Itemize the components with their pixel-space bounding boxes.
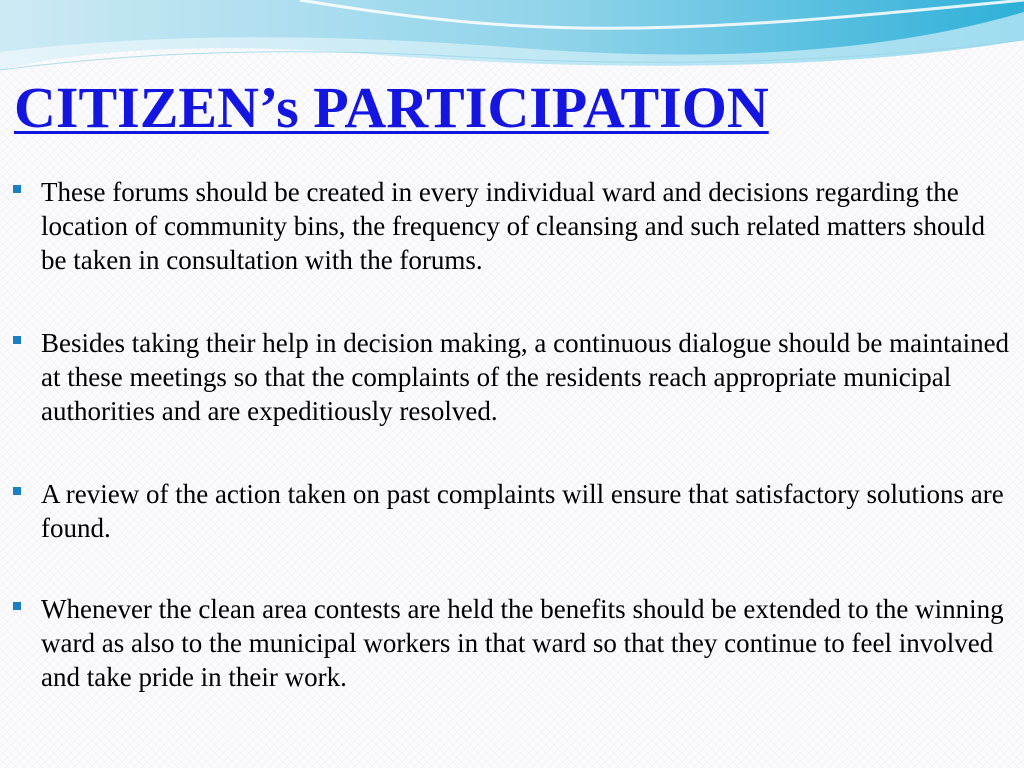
square-bullet-icon — [13, 602, 21, 610]
bullet-text: Whenever the clean area contests are held the benefits should be extended to the winning ward as also to the municipal workers in that ward so that they continue to feel involved and take pride in their work. — [41, 594, 1004, 692]
square-bullet-icon — [13, 487, 21, 495]
square-bullet-icon — [13, 185, 21, 193]
bullet-text: These forums should be created in every individual ward and decisions regarding the location of community bins, the frequency of cleansing and such related matters should be taken in consultation with the forums. — [41, 177, 985, 275]
slide-title: CITIZEN’s PARTICIPATION — [14, 75, 769, 140]
bullet-text: A review of the action taken on past complaints will ensure that satisfactory solutions are found. — [41, 479, 1004, 543]
bullet-text: Besides taking their help in decision making, a continuous dialogue should be maintained at these meetings so that the complaints of the residents reach appropriate municipal authorities and are expeditiously resolved. — [41, 328, 1010, 426]
square-bullet-icon — [13, 336, 21, 344]
